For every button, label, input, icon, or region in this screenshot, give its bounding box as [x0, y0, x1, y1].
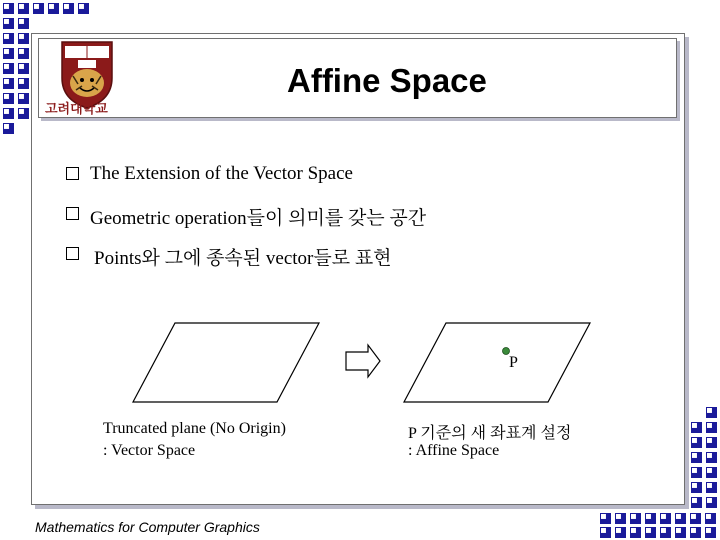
point-label: P — [509, 354, 518, 371]
bullet-text: Geometric operation들이 의미를 갖는 공간 — [90, 208, 427, 229]
truncated-plane-parallelogram — [133, 323, 319, 402]
bullet-text: The Extension of the Vector Space — [90, 163, 353, 184]
right-caption-line1: P 기준의 새 좌표계 설정 — [408, 425, 572, 442]
left-caption-line2: : Vector Space — [103, 442, 196, 459]
affine-plane-parallelogram — [404, 323, 590, 402]
slide-title: Affine Space — [287, 62, 487, 99]
left-caption-line1: Truncated plane (No Origin) — [103, 420, 286, 437]
footer-text: Mathematics for Computer Graphics — [35, 519, 260, 535]
university-logo-text: 고려대학교 — [45, 102, 108, 117]
right-arrow-icon — [346, 345, 380, 377]
bullet-text: Points와 그에 종속된 vector들로 표현 — [94, 248, 392, 269]
right-caption-line2: : Affine Space — [408, 442, 500, 459]
